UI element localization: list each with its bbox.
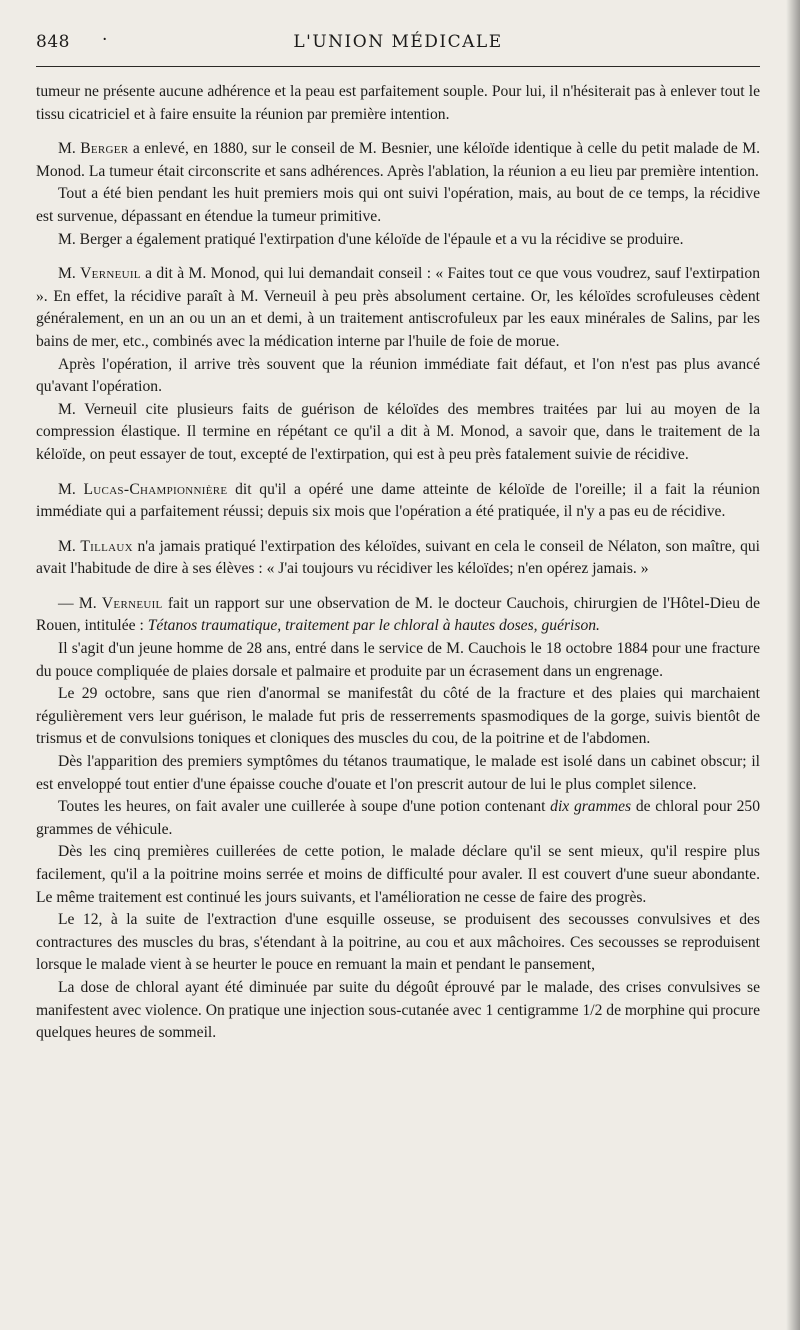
paragraph — [36, 683, 760, 751]
text-run: Le 12, à la suite de l'extraction d'une esquille osseuse, se produisent des secousses convulsives et des contractures des muscles du bras, s'étendant à la poitrine, au cou et aux mâchoires. Ces secousses se reproduisent lorsque le malade vient à se heurter le pouce en remuant la main et pendant le pansement, — [36, 911, 760, 974]
paragraph — [36, 354, 760, 399]
paragraph — [36, 909, 760, 977]
text-run: fait un rapport sur une observation de M. le docteur Cauchois, chirurgien de l'Hôtel-Dieu de Rouen, intitulée : — [36, 594, 760, 635]
text-run: M. — [58, 537, 81, 555]
text-run: Toutes les heures, on fait avaler une cuillerée à soupe d'une potion contenant — [58, 798, 551, 816]
paragraph — [36, 138, 760, 183]
text-run: Dès les cinq premières cuillerées de cette potion, le malade déclare qu'il se sent mieux, qu'il respire plus facilement, qu'il a la poitrine moins serrée et moins de difficulté pour avaler. Il est couvert d'une sueur abondante. Le même traitement est continué les jours suivants, et l'amélioration ne cesse de faire des progrès. — [36, 843, 760, 906]
paragraph — [36, 638, 760, 683]
paragraph — [36, 479, 760, 524]
text-run: de chloral pour 250 grammes de véhicule. — [36, 798, 760, 838]
text-run: M. — [58, 480, 84, 498]
text-run: n'a jamais pratiqué l'extirpation des kéloïdes, suivant en cela le conseil de Nélaton, son maître, qui avait l'habitude de dire à ses élèves : « J'ai toujours vu récidiver les kéloïdes; n'en opérez jamais. » — [36, 537, 760, 578]
text-run: dit qu'il a opéré une dame atteinte de kéloïde de l'oreille; il a fait la réunion immédiate qui a parfaitement réussi; depuis six mois que l'opération a été pratiquée, il n'y a pas eu de récidive. — [36, 480, 760, 521]
text-run: a enlevé, en 1880, sur le conseil de M. Besnier, une kéloïde identique à celle du petit malade de M. Monod. La tumeur était circonscrite et sans adhérences. Après l'ablation, la réunion a eu lieu par première intention. — [36, 140, 760, 180]
author-name: Verneuil — [101, 594, 163, 612]
text-run: tumeur ne présente aucune adhérence et la peau est parfaitement souple. Pour lui, il n'hésiterait pas à enlever tout le tissu cicatriciel et à faire ensuite la réunion par première intention. — [36, 83, 760, 123]
author-name: Lucas-Championnière — [83, 480, 228, 498]
author-name: Berger — [80, 140, 129, 158]
paragraph — [36, 229, 760, 252]
italic-text: Tétanos traumatique, traitement par le chloral à hautes doses, guérison. — [147, 617, 600, 635]
paragraph — [36, 593, 760, 638]
paragraph — [36, 796, 760, 841]
paragraph — [36, 977, 760, 1045]
text-run: M. — [58, 265, 81, 283]
paragraph — [36, 263, 760, 353]
text-run: — M. — [58, 594, 102, 612]
italic-text: dix grammes — [550, 798, 632, 816]
paragraph — [36, 399, 760, 467]
text-run: Dès l'apparition des premiers symptômes du tétanos traumatique, le malade est isolé dans un cabinet obscur; il est enveloppé tout entier d'une épaisse couche d'ouate et l'on prescrit autour de lui le plus complet silence. — [36, 753, 760, 793]
paragraph — [36, 183, 760, 228]
paragraph — [36, 751, 760, 796]
author-name: Verneuil — [80, 265, 141, 283]
article-body — [36, 81, 760, 1045]
text-run: a dit à M. Monod, qui lui demandait conseil : « Faites tout ce que vous voudrez, sauf l'extirpation ». En effet, la récidive paraît à M. Verneuil à peu près absolument certaine. Or, les kéloïdes scrofuleuses cèdent généralement, en un an ou un an et demi, à un traitement antiscrofuleux par les eaux minérales de Salins, par les bains de mer, etc., combinés avec la médication interne par l'huile de foie de morue. — [36, 265, 760, 350]
text-run: Tout a été bien pendant les huit premiers mois qui ont suivi l'opération, mais, au bout de ce temps, la récidive est survenue, dépassant en étendue la tumeur primitive. — [36, 185, 760, 225]
page-header — [36, 28, 760, 58]
text-run: La dose de chloral ayant été diminuée par suite du dégoût éprouvé par le malade, des crises convulsives se manifestent avec violence. On pratique une injection sous-cutanée avec 1 centigramme 1/2 de morphine qui procure quelques heures de sommeil. — [36, 978, 760, 1042]
header-rule — [36, 66, 760, 67]
text-run: Il s'agit d'un jeune homme de 28 ans, entré dans le service de M. Cauchois le 18 octobre 1884 pour une fracture du pouce compliquée de plaies dorsale et palmaire et produite par un écrasement dans un engrenage. — [36, 640, 760, 680]
text-run: Le 29 octobre, sans que rien d'anormal se manifestât du côté de la fracture et des plaies qui marchaient régulièrement vers leur guérison, le malade fut pris de resserrements spasmodiques de la gorge, suivis bientôt de trismus et de convulsions toniques et cloniques des muscles du cou, de la poitrine et de l'abdomen. — [36, 685, 760, 748]
text-run: M. Berger a également pratiqué l'extirpation d'une kéloïde de l'épaule et a vu la récidive se produire. — [58, 230, 684, 248]
running-head: L'UNION MÉDICALE — [293, 32, 503, 52]
paragraph — [36, 81, 760, 126]
page-number: 848 — [36, 32, 70, 52]
text-run: M. Verneuil cite plusieurs faits de guérison de kéloïdes des membres traitées par lui au moyen de la compression élastique. Il termine en répétant ce qu'il a dit à M. Monod, a savoir que, dans le traitement de la kéloïde, on peut essayer de tout, excepté de l'extirpation, qui est à peu près fatalement suivie de récidive. — [36, 400, 760, 463]
author-name: Tillaux — [80, 537, 133, 555]
paragraph — [36, 536, 760, 581]
text-run: Après l'opération, il arrive très souvent que la réunion immédiate fait défaut, et l'on n'est pas plus avancé qu'avant l'opération. — [36, 355, 760, 396]
header-separator: · — [102, 30, 108, 50]
text-run: M. — [58, 140, 81, 158]
paragraph — [36, 841, 760, 909]
